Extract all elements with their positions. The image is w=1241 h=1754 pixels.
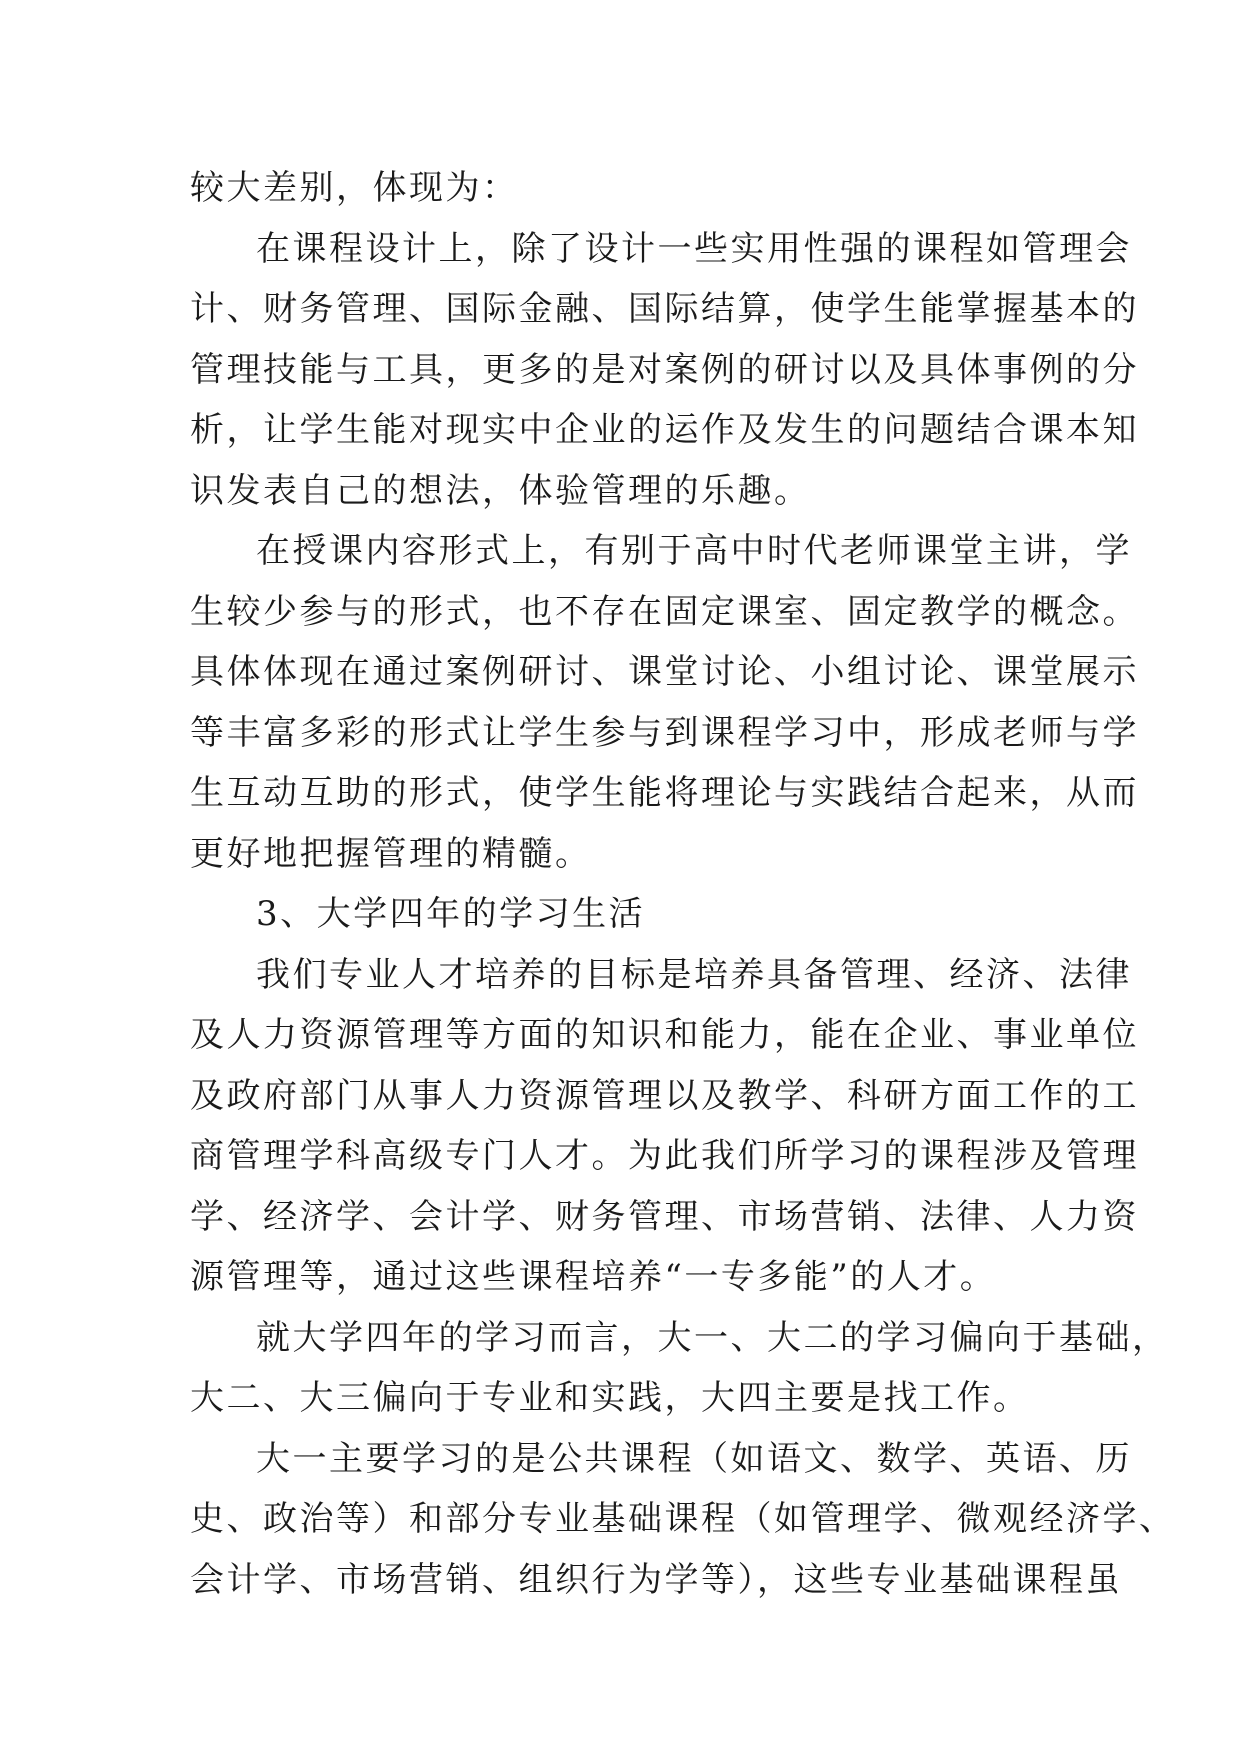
text-line: 大一主要学习的是公共课程（如语文、数学、英语、历 (256, 1438, 1132, 1479)
text-line: 更好地把握管理的精髓。 (190, 833, 592, 874)
section-heading: 3、大学四年的学习生活 (256, 894, 646, 934)
text-line: 生互动互助的形式，使学生能将理论与实践结合起来，从而 (190, 773, 1139, 813)
text-line: 学、经济学、会计学、财务管理、市场营销、法律、人力资 (190, 1196, 1139, 1237)
text-line: 在课程设计上，除了设计一些实用性强的课程如管理会 (256, 228, 1132, 269)
text-line: 及政府部门从事人力资源管理以及教学、科研方面工作的工 (190, 1075, 1139, 1116)
text-line: 就大学四年的学习而言，大一、大二的学习偏向于基础， (256, 1317, 1169, 1358)
text-line: 等丰富多彩的形式让学生参与到课程学习中，形成老师与学 (190, 712, 1139, 753)
text-line: 析，让学生能对现实中企业的运作及发生的问题结合课本知 (190, 410, 1139, 450)
text-line: 及人力资源管理等方面的知识和能力，能在企业、事业单位 (190, 1015, 1139, 1055)
text-line: 管理技能与工具，更多的是对案例的研讨以及具体事例的分 (190, 349, 1139, 390)
text-line: 具体体现在通过案例研讨、课堂讨论、小组讨论、课堂展示 (190, 652, 1139, 692)
text-line: 源管理等，通过这些课程培养“一专多能”的人才。 (190, 1257, 997, 1297)
text-line: 会计学、市场营销、组织行为学等），这些专业基础课程虽 (190, 1559, 1122, 1600)
text-line: 我们专业人才培养的目标是培养具备管理、经济、法律 (256, 954, 1132, 995)
text-line: 较大差别，体现为： (190, 168, 519, 208)
text-line: 史、政治等）和部分专业基础课程（如管理学、微观经济学、 (190, 1499, 1176, 1539)
text-line: 生较少参与的形式，也不存在固定课室、固定教学的概念。 (190, 591, 1139, 632)
document-body (190, 158, 1176, 1610)
text-line: 在授课内容形式上，有别于高中时代老师课堂主讲，学 (256, 531, 1132, 571)
text-line: 商管理学科高级专门人才。为此我们所学习的课程涉及管理 (190, 1136, 1139, 1176)
text-line: 大二、大三偏向于专业和实践，大四主要是找工作。 (190, 1378, 1030, 1418)
text-line: 识发表自己的想法，体验管理的乐趣。 (190, 470, 811, 511)
text-line: 计、财务管理、国际金融、国际结算，使学生能掌握基本的 (190, 289, 1139, 329)
